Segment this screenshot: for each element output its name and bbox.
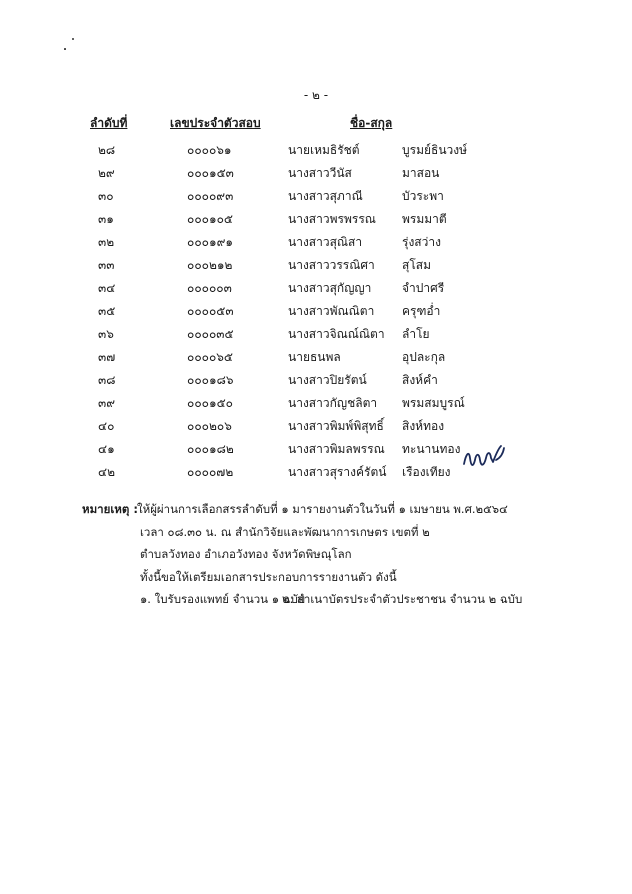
table-row: [0, 256, 632, 279]
row-last-name: ทะนานทอง: [402, 442, 461, 456]
row-seq: ๓๔: [98, 281, 116, 295]
row-last-name: บัวระพา: [402, 189, 444, 203]
row-first-name: นางสาวสุกัญญา: [288, 281, 372, 295]
row-exam-id: ๐๐๐๐๗๒: [187, 465, 234, 479]
row-exam-id: ๐๐๐๑๘๖: [187, 373, 234, 387]
row-exam-id: ๐๐๐๑๕๐: [187, 396, 233, 410]
row-first-name: นางสาวพัณณิตา: [288, 304, 375, 318]
header-exam-id: เลขประจำตัวสอบ: [170, 116, 261, 130]
scan-speck: [72, 38, 74, 40]
row-last-name: พรมสมบูรณ์: [402, 396, 465, 410]
page-number: - ๒ -: [303, 88, 329, 102]
row-first-name: นางสาววรรณิศา: [288, 258, 375, 272]
row-seq: ๓๐: [98, 189, 114, 203]
table-row: [0, 440, 632, 463]
note-report-date: ให้ผู้ผ่านการเลือกสรรลำดับที่ ๑ มารายงานตัวในวันที่ ๑ เมษายน พ.ศ.๒๕๖๔: [137, 502, 508, 516]
note-line: [82, 588, 602, 611]
row-exam-id: ๐๐๐๐๓๕: [187, 327, 234, 341]
row-seq: ๔๐: [98, 419, 115, 433]
row-first-name: นายธนพล: [288, 350, 341, 364]
row-last-name: จำปาศรี: [402, 281, 445, 295]
row-last-name: รุ่งสว่าง: [402, 235, 441, 249]
row-seq: ๓๑: [98, 212, 114, 226]
row-first-name: นางสาวพิมลพรรณ: [288, 442, 385, 456]
row-last-name: สิงห์คำ: [402, 373, 438, 387]
note-documents-intro: ทั้งนี้ขอให้เตรียมเอกสารประกอบการรายงานตัว ดังนี้: [140, 569, 397, 584]
table-row: [0, 325, 632, 348]
table-row: [0, 348, 632, 371]
note-time-place: เวลา ๐๘.๓๐ น. ณ สำนักวิจัยและพัฒนาการเกษตร เขตที่ ๒: [140, 524, 430, 539]
row-last-name: สิงห์ทอง: [402, 419, 445, 433]
row-last-name: สุโสม: [402, 258, 432, 272]
row-first-name: นางสาวกัญชลิตา: [288, 396, 378, 410]
row-seq: ๒๘: [98, 143, 116, 157]
note-line: [82, 543, 602, 566]
signature-stroke: [464, 446, 504, 465]
table-row: [0, 187, 632, 210]
table-row: [0, 164, 632, 187]
row-seq: ๔๒: [98, 465, 115, 479]
table-row: [0, 371, 632, 394]
row-last-name: มาสอน: [402, 166, 440, 180]
table-row: [0, 394, 632, 417]
row-seq: ๓๗: [98, 350, 116, 364]
row-first-name: นายเหมธิรัชต์: [288, 143, 360, 157]
row-last-name: พรมมาตี: [402, 212, 447, 226]
row-seq: ๓๙: [98, 396, 115, 410]
row-first-name: นางสาวสุภาณี: [288, 189, 363, 203]
table-row: [0, 141, 632, 164]
table-row: [0, 233, 632, 256]
note-line: [82, 521, 602, 544]
row-seq: ๓๒: [98, 235, 115, 249]
row-seq: ๓๕: [98, 304, 116, 318]
doc-medical-certificate: ๑. ใบรับรองแพทย์ จำนวน ๑ ฉบับ: [140, 592, 306, 606]
header-full-name: ชื่อ-สกุล: [350, 116, 393, 130]
row-first-name: นางสาวสุณิสา: [288, 235, 363, 249]
row-exam-id: ๐๐๐๐๕๓: [187, 304, 234, 318]
table-row: [0, 210, 632, 233]
row-last-name: อุปละกุล: [402, 350, 446, 364]
row-first-name: นางสาววีนัส: [288, 166, 352, 180]
row-first-name: นางสาวปิยรัตน์: [288, 373, 367, 387]
row-seq: ๓๓: [98, 258, 115, 272]
row-last-name: ครุฑอ่ำ: [402, 304, 441, 318]
row-last-name: เรืองเทียง: [402, 465, 451, 479]
row-exam-id: ๐๐๐๑๕๓: [187, 166, 234, 180]
row-exam-id: ๐๐๐๐๙๓: [187, 189, 234, 203]
row-seq: ๓๘: [98, 373, 116, 387]
row-exam-id: ๐๐๐๐๖๑: [187, 143, 232, 157]
table-row: [0, 302, 632, 325]
row-exam-id: ๐๐๐๑๐๕: [187, 212, 233, 226]
row-first-name: นางสาวพิมพ์พิสุทธิ์: [288, 419, 384, 433]
row-exam-id: ๐๐๐๑๘๒: [187, 442, 234, 456]
row-seq: ๓๖: [98, 327, 114, 341]
scan-speck: [64, 48, 66, 50]
row-exam-id: ๐๐๐๐๖๕: [187, 350, 233, 364]
table-row: [0, 463, 632, 486]
row-first-name: นางสาวสุรางค์รัตน์: [288, 465, 387, 479]
signature-mark: [460, 440, 510, 474]
row-first-name: นางสาวจิณณ์ณิตา: [288, 327, 385, 341]
notes-section: [82, 498, 602, 611]
row-exam-id: ๐๐๐๒๐๖: [187, 419, 232, 433]
header-seq: ลำดับที่: [90, 116, 128, 130]
row-exam-id: ๐๐๐๒๑๒: [187, 258, 233, 272]
candidate-list: [0, 141, 632, 486]
row-first-name: นางสาวพรพรรณ: [288, 212, 376, 226]
row-exam-id: ๐๐๐๑๙๑: [187, 235, 233, 249]
table-row: [0, 279, 632, 302]
row-exam-id: ๐๐๐๐๐๓: [187, 281, 232, 295]
notes-label: หมายเหตุ :: [82, 502, 138, 516]
row-seq: ๔๑: [98, 442, 115, 456]
row-seq: ๒๙: [98, 166, 115, 180]
note-location: ตำบลวังทอง อำเภอวังทอง จังหวัดพิษณุโลก: [140, 547, 352, 561]
doc-id-card-copy: ๒. สำเนาบัตรประจำตัวประชาชน จำนวน ๒ ฉบับ: [282, 592, 523, 606]
row-last-name: ลำโย: [402, 327, 430, 341]
table-row: [0, 417, 632, 440]
note-line: [82, 566, 602, 589]
document-list: [140, 588, 523, 611]
row-last-name: บูรมย์ธินวงษ์: [402, 143, 468, 157]
note-line: [82, 498, 602, 521]
